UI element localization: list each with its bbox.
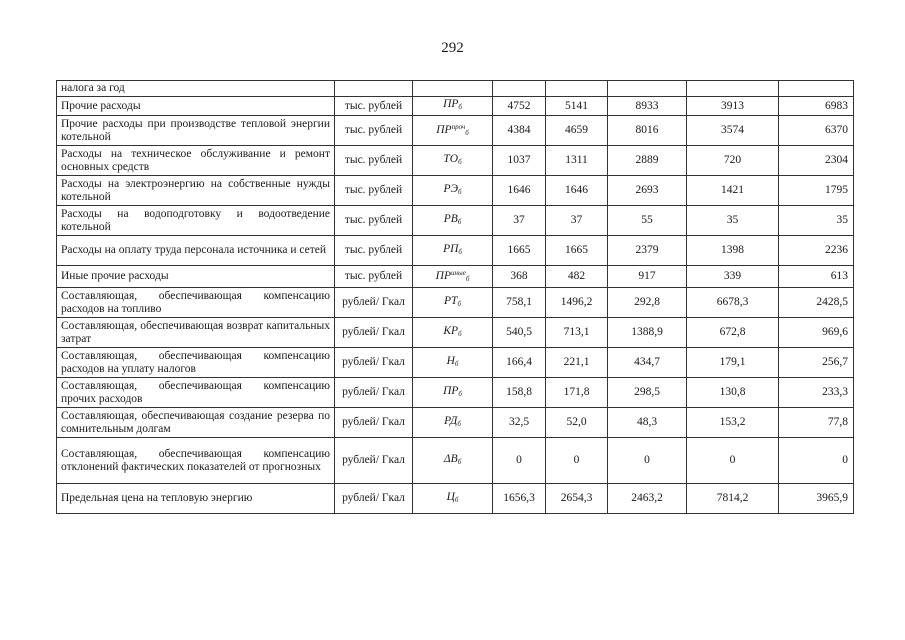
symbol-subscript: б [458,247,462,256]
row-symbol [413,318,493,348]
value-cell: 1665 [546,236,608,266]
symbol-subscript: б [457,419,461,428]
value-cell: 1665 [493,236,546,266]
table-row [57,348,854,378]
row-name: Составляющая, обеспечивающая компенсацию прочих расходов [57,378,335,408]
value-cell: 0 [608,438,687,484]
value-cell: 233,3 [779,378,854,408]
row-unit: рублей/ Гкал [335,408,413,438]
value-cell: 1398 [687,236,779,266]
row-symbol [413,81,493,97]
symbol-main: ПР [436,124,452,136]
value-cell: 2889 [608,146,687,176]
value-cell: 2379 [608,236,687,266]
value-cell: 713,1 [546,318,608,348]
value-cell [687,81,779,97]
row-name: Прочие расходы при производстве тепловой энергии котельной [57,116,335,146]
row-unit: рублей/ Гкал [335,318,413,348]
value-cell: 48,3 [608,408,687,438]
symbol-main: РВ [443,212,458,225]
table-row [57,206,854,236]
value-cell: 6678,3 [687,288,779,318]
value-cell: 171,8 [546,378,608,408]
value-cell: 2463,2 [608,484,687,514]
value-cell: 3965,9 [779,484,854,514]
value-cell: 1646 [546,176,608,206]
table-row [57,146,854,176]
value-cell: 35 [779,206,854,236]
value-cell: 2428,5 [779,288,854,318]
table-row [57,116,854,146]
row-symbol [413,206,493,236]
row-symbol [413,378,493,408]
row-symbol [413,348,493,378]
value-cell: 917 [608,266,687,288]
symbol-subscript: б [458,157,462,166]
value-cell: 52,0 [546,408,608,438]
value-cell: 2236 [779,236,854,266]
table-row [57,484,854,514]
value-cell: 8933 [608,97,687,116]
row-symbol [413,408,493,438]
symbol-main: РД [444,414,458,427]
row-name: Составляющая, обеспечивающая компенсацию отклонений фактических показателей от прогнозных [57,438,335,484]
symbol-main: ПР [443,384,459,397]
symbol-main: Ц [446,490,455,503]
row-unit: тыс. рублей [335,97,413,116]
table-row [57,318,854,348]
value-cell: 256,7 [779,348,854,378]
value-cell: 35 [687,206,779,236]
value-cell: 7814,2 [687,484,779,514]
symbol-subscript: б [457,299,461,308]
row-unit: тыс. рублей [335,116,413,146]
row-name: Прочие расходы [57,97,335,116]
value-cell: 0 [546,438,608,484]
row-name: Иные прочие расходы [57,266,335,288]
row-unit [335,81,413,97]
table-row [57,81,854,97]
value-cell: 1388,9 [608,318,687,348]
value-cell: 0 [687,438,779,484]
value-cell: 158,8 [493,378,546,408]
value-cell: 0 [779,438,854,484]
value-cell: 2654,3 [546,484,608,514]
symbol-subscript: б [458,329,462,338]
value-cell: 368 [493,266,546,288]
value-cell: 434,7 [608,348,687,378]
cost-table [56,80,854,514]
value-cell: 613 [779,266,854,288]
row-name: Предельная цена на тепловую энергию [57,484,335,514]
symbol-main: РТ [444,294,458,307]
value-cell: 166,4 [493,348,546,378]
row-symbol [413,438,493,484]
row-unit: тыс. рублей [335,236,413,266]
symbol-subscript: б [457,457,462,466]
value-cell: 37 [493,206,546,236]
value-cell: 179,1 [687,348,779,378]
value-cell: 3574 [687,116,779,146]
value-cell: 32,5 [493,408,546,438]
value-cell: 8016 [608,116,687,146]
symbol-subscript: б [457,217,462,226]
value-cell: 37 [546,206,608,236]
symbol-main: ПР [443,98,459,110]
symbol-main: Н [446,354,455,367]
row-unit: рублей/ Гкал [335,348,413,378]
table-row [57,288,854,318]
row-name: Расходы на электроэнергию на собственные нужды котельной [57,176,335,206]
value-cell: 6983 [779,97,854,116]
symbol-main: РП [443,242,459,255]
row-unit: рублей/ Гкал [335,378,413,408]
symbol-subscript: б [454,359,459,368]
symbol-subscript: б [454,495,459,504]
row-unit: тыс. рублей [335,266,413,288]
value-cell: 1795 [779,176,854,206]
value-cell: 969,6 [779,318,854,348]
table-row [57,266,854,288]
symbol-subscript: б [458,103,462,111]
value-cell: 482 [546,266,608,288]
symbol-subscript: б [458,389,462,398]
value-cell: 0 [493,438,546,484]
table-row [57,408,854,438]
row-unit: рублей/ Гкал [335,438,413,484]
symbol-main: РЭ [443,182,459,195]
value-cell: 4659 [546,116,608,146]
value-cell: 6370 [779,116,854,146]
symbol-main: ΔВ [443,452,458,465]
value-cell: 3913 [687,97,779,116]
table-row [57,97,854,116]
value-cell [608,81,687,97]
row-name: Составляющая, обеспечивающая компенсацию расходов на топливо [57,288,335,318]
value-cell: 2304 [779,146,854,176]
value-cell: 1311 [546,146,608,176]
row-symbol [413,116,493,146]
value-cell [779,81,854,97]
symbol-subscript: б [465,129,469,137]
row-symbol [413,97,493,116]
page-number: 292 [441,40,464,56]
row-symbol [413,288,493,318]
table-row [57,236,854,266]
value-cell: 2693 [608,176,687,206]
value-cell: 758,1 [493,288,546,318]
value-cell [493,81,546,97]
value-cell: 4752 [493,97,546,116]
value-cell: 339 [687,266,779,288]
row-name: Расходы на техническое обслуживание и ремонт основных средств [57,146,335,176]
value-cell: 1656,3 [493,484,546,514]
row-name: Расходы на водоподготовку и водоотведение котельной [57,206,335,236]
symbol-superscript: проч [451,123,466,131]
row-unit: рублей/ Гкал [335,484,413,514]
symbol-main: КР [443,324,459,337]
row-name: Расходы на оплату труда персонала источника и сетей [57,236,335,266]
value-cell: 5141 [546,97,608,116]
row-symbol [413,176,493,206]
row-symbol [413,484,493,514]
value-cell: 55 [608,206,687,236]
table-row [57,378,854,408]
symbol-main: ТО [443,152,459,165]
value-cell: 1037 [493,146,546,176]
symbol-main: ПР [435,270,451,282]
value-cell: 153,2 [687,408,779,438]
row-unit: тыс. рублей [335,176,413,206]
value-cell: 77,8 [779,408,854,438]
value-cell: 130,8 [687,378,779,408]
row-name: Составляющая, обеспечивающая компенсацию расходов на уплату налогов [57,348,335,378]
value-cell: 1646 [493,176,546,206]
symbol-superscript: иные [450,269,466,277]
value-cell: 720 [687,146,779,176]
row-symbol [413,146,493,176]
row-symbol [413,266,493,288]
symbol-subscript: б [465,275,470,283]
value-cell: 221,1 [546,348,608,378]
symbol-subscript: б [458,187,462,196]
row-name: налога за год [57,81,335,97]
value-cell [546,81,608,97]
value-cell: 298,5 [608,378,687,408]
row-unit: тыс. рублей [335,206,413,236]
row-unit: рублей/ Гкал [335,288,413,318]
value-cell: 292,8 [608,288,687,318]
row-name: Составляющая, обеспечивающая создание резерва по сомнительным долгам [57,408,335,438]
value-cell: 1496,2 [546,288,608,318]
value-cell: 540,5 [493,318,546,348]
value-cell: 672,8 [687,318,779,348]
table-row [57,176,854,206]
value-cell: 4384 [493,116,546,146]
row-unit: тыс. рублей [335,146,413,176]
table-row [57,438,854,484]
row-symbol [413,236,493,266]
value-cell: 1421 [687,176,779,206]
row-name: Составляющая, обеспечивающая возврат капитальных затрат [57,318,335,348]
